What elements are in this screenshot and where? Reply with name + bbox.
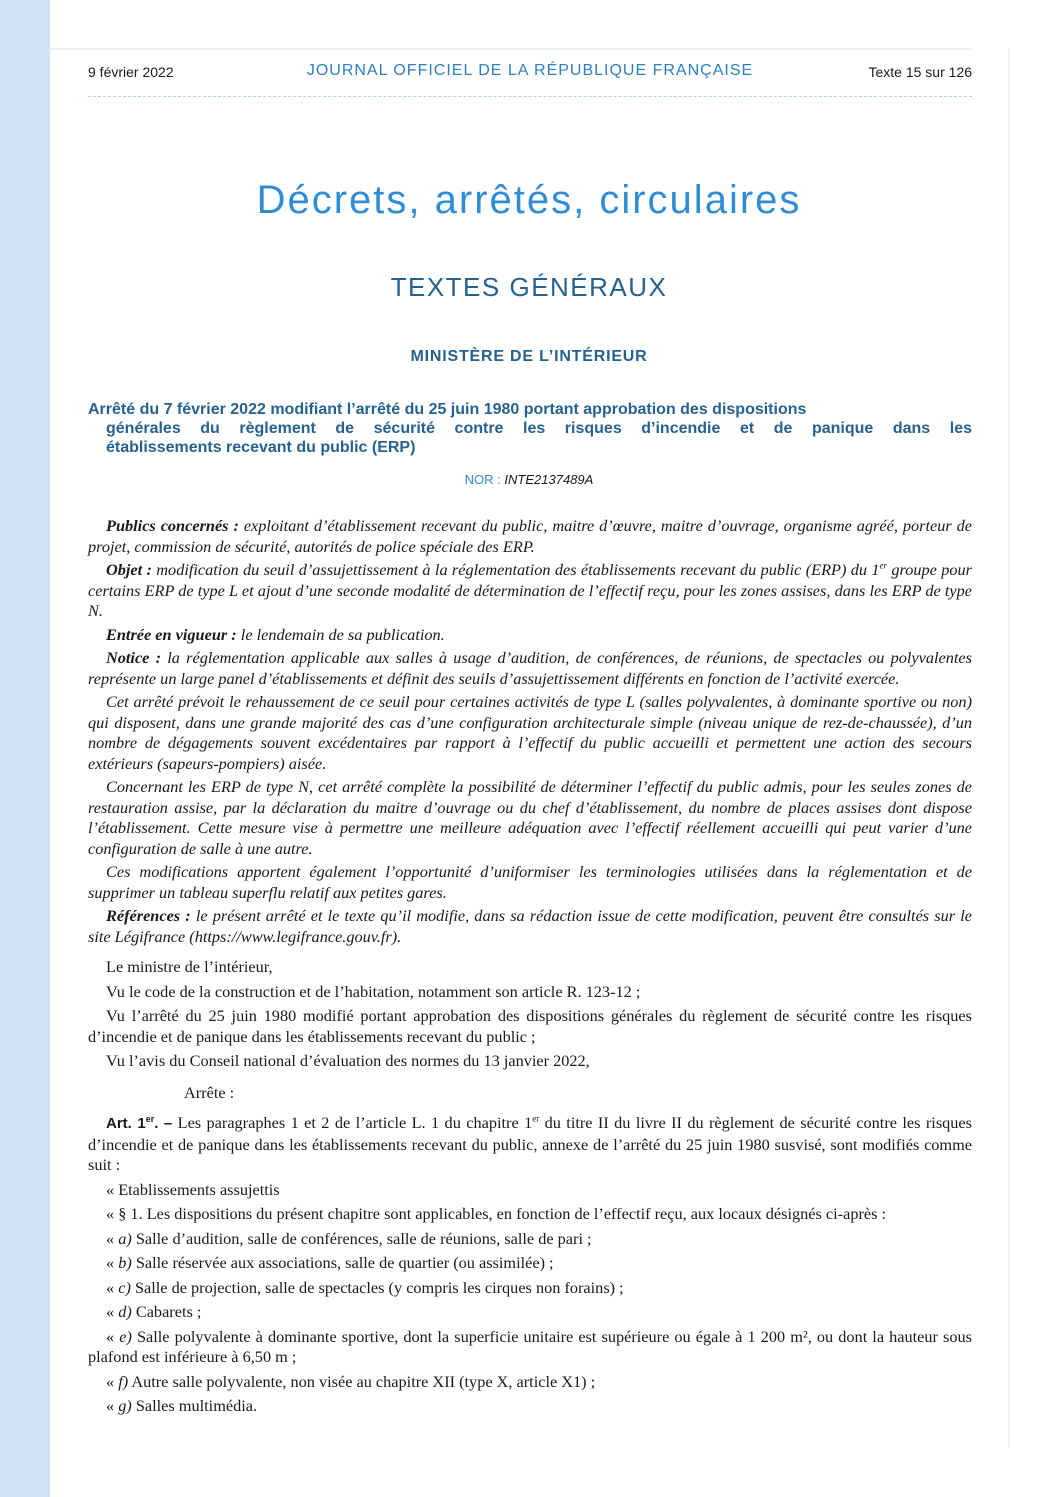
objet-paragraph [88,560,972,622]
arrete-title [88,400,972,457]
journal-name: JOURNAL OFFICIEL DE LA RÉPUBLIQUE FRANÇAISE [306,62,754,79]
article-heading: « Etablissements assujettis [106,1179,280,1199]
header-divider [88,96,972,97]
objet-text-continued: groupe pour certains ERP de type L et ajout d’une seconde modalité de détermination de l’effectif reçu, pour les zones assises, dans les ERP de type N. [88,560,972,620]
article-label: Art. 1er. – [106,1114,173,1132]
article-1 [88,1113,972,1421]
article-intro-text: Les paragraphes 1 et 2 de l’article L. 1 du chapitre 1 [172,1113,533,1132]
entree-text: le lendemain de sa publication. [236,624,445,644]
publics-text: exploitant d’établissement recevant du public, maitre d’œuvre, maitre d’ouvrage, organisme agréé, porteur de projet, commission de sécurité, autorités de police spéciale des ERP. [88,516,973,556]
article-paragraph-1: « § 1. Les dispositions du présent chapitre sont applicables, en fonction de l’effectif reçu, aux locaux désignés ci-après : [106,1204,887,1223]
nor-reference [0,472,1058,487]
entree-label: Entrée en vigueur : [106,624,237,644]
notice-text: la réglementation applicable aux salles à usage d’audition, de conférences, de réunions, de spectacles ou polyvalentes représente un large panel d’établissements et définit des seuils d’assujettissement différents en fonction de l’activité exercée. [88,648,972,688]
list-item: « f) Autre salle polyvalente, non visée au chapitre XII (type X, article X1) ; [106,1371,596,1391]
publics-paragraph [88,516,972,557]
visa-line: Vu le code de la construction et de l’habitation, notamment son article R. 123-12 ; [106,981,641,1001]
notice-paragraph-4: Ces modifications apportent également l’opportunité d’uniformiser les terminologies utilisées dans la réglementation et de supprimer un tableau superflu relatif aux petites gares. [88,862,972,902]
nor-value: INTE2137489A [504,472,594,487]
arrete-title-line: Arrêté du 7 février 2022 modifiant l’arrêté du 25 juin 1980 portant approbation des dispositions [88,401,807,418]
article-intro-text-continued: du titre II du livre II du règlement de sécurité contre les risques d’incendie et de panique dans les établissements recevant du public, annexe de l’arrêté du 25 juin 1980 susvisé, sont modifiés comme suit : [88,1113,972,1174]
publication-date: 9 février 2022 [88,64,174,80]
list-item: « d) Cabarets ; [106,1302,202,1321]
list-item: « c) Salle de projection, salle de spectacles (y compris les cirques non forains) ; [106,1277,624,1297]
notice-paragraph-2: Cet arrêté prévoit le rehaussement de ce seuil pour certaines activités de type L (salles polyvalentes, à dominante sportive ou non) qui disposent, dans une grande majorité des cas d’une configuration architecturale simple (niveau unique de rez-de-chaussée), d’un nombre de dégagements souvent excédentaires par rapport à l’effectif du public accueilli et permettent une action des secours extérieurs (sapeurs-pompiers) aisée. [88,692,972,773]
article-superscript: er [532,1113,540,1124]
references-paragraph [88,906,972,947]
list-item: « e) Salle polyvalente à dominante sportive, dont la superficie unitaire est supérieure ou égale à 1 200 m², ou dont la hauteur sous plafond est inférieure à 6,50 m ; [88,1326,972,1366]
references-label: Références : [106,906,191,925]
ministry-name: MINISTÈRE DE L’INTÉRIEUR [410,348,648,365]
references-text: le présent arrêté et le texte qu’il modifie, dans sa rédaction issue de cette modification, peuvent être consultés sur le site Légifrance (https://www.legifrance.gouv.fr). [88,906,972,946]
arrete-title-line: établissements recevant du public (ERP) [106,439,416,456]
left-margin-band [0,0,50,1497]
list-item: « g) Salles multimédia. [106,1396,258,1415]
arrete-word: Arrête : [184,1083,235,1102]
right-border [1008,48,1010,1448]
arrete-title-line: générales du règlement de sécurité contre les risques d’incendie et de panique dans les [106,420,972,437]
list-item: « a) Salle d’audition, salle de conférences, salle de réunions, salle de pari ; [106,1228,592,1248]
list-item: « b) Salle réservée aux associations, salle de quartier (ou assimilée) ; [106,1253,554,1272]
nor-label: NOR : [464,472,505,487]
objet-text: modification du seuil d’assujettissement à la réglementation des établissements recevant du public (ERP) du 1 [151,560,880,579]
summary-block [88,516,972,950]
publics-label: Publics concernés : [106,516,239,535]
visa-line: Vu l’arrêté du 25 juin 1980 modifié portant approbation des dispositions générales du règlement de sécurité contre les risques d’incendie et de panique dans les établissements recevant du public ; [88,1006,972,1046]
page-title: Décrets, arrêtés, circulaires [256,178,802,222]
objet-superscript: er [879,560,888,571]
section-title: TEXTES GÉNÉRAUX [390,272,668,302]
text-number: Texte 15 sur 126 [868,64,972,80]
visa-block [88,957,972,1076]
page-header [88,62,972,86]
notice-label: Notice : [106,648,162,667]
article-1-intro [88,1113,972,1176]
notice-paragraph [88,648,972,689]
notice-paragraph-3: Concernant les ERP de type N, cet arrêté complète la possibilité de déterminer l’effectif du public admis, pour les seules zones de restauration assise, par la déclaration du maitre d’ouvrage ou du chef d’établissement, du nombre de places assises dont dispose l’établissement. Cette mesure vise à permettre une meilleure adéquation avec l’effectif réellement accueilli qui peut varier d’une configuration de salle à une autre. [88,777,972,858]
objet-label: Objet : [106,560,152,579]
entree-paragraph [88,625,972,646]
top-border [50,48,972,50]
visa-line: Vu l’avis du Conseil national d’évaluation des normes du 13 janvier 2022, [106,1051,590,1070]
minister-line: Le ministre de l’intérieur, [106,957,273,976]
